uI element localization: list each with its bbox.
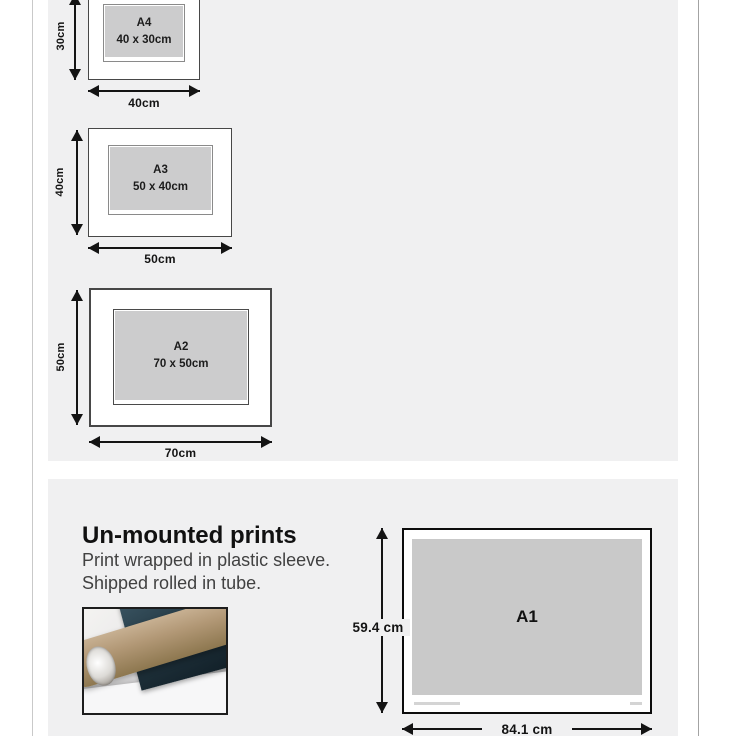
print-size-label: A1 <box>516 607 538 626</box>
height-dimension-label: 30cm <box>55 21 67 51</box>
print-diagram-a1 <box>402 528 652 714</box>
print-caption-right <box>630 702 642 705</box>
frame-diagram-a2 <box>89 288 272 427</box>
height-dimension-label: 50cm <box>55 342 67 372</box>
width-dimension-label: 40cm <box>128 96 160 110</box>
print-area <box>115 311 247 400</box>
mat-opening <box>108 145 213 215</box>
left-border-line <box>32 0 33 736</box>
height-arrow-icon <box>74 0 77 80</box>
width-arrow-icon <box>89 441 272 444</box>
height-arrow-icon <box>76 290 79 425</box>
width-dimension-label: 70cm <box>164 446 197 460</box>
frame-size-label: A4 40 x 30cm <box>116 16 172 46</box>
frame-size-label: A3 50 x 40cm <box>133 163 188 193</box>
print-area <box>412 539 642 695</box>
description-line: Print wrapped in plastic sleeve. <box>82 550 331 570</box>
right-border-line <box>698 0 699 736</box>
description-line: Shipped rolled in tube. <box>82 573 262 593</box>
print-area <box>110 147 211 210</box>
width-dimension-label: 50cm <box>144 252 176 266</box>
height-dimension-label: 40cm <box>54 167 66 197</box>
mat-opening <box>113 309 249 405</box>
frame-diagram-a4 <box>88 0 200 80</box>
section-title: Un-mounted prints <box>82 522 297 549</box>
mat-opening <box>103 4 185 62</box>
width-arrow-icon <box>88 247 232 250</box>
height-arrow-icon <box>76 130 79 235</box>
width-dimension-label: 84.1 cm <box>482 721 572 736</box>
rolled-print-photo <box>82 607 228 715</box>
frame-diagram-a3 <box>88 128 232 237</box>
print-area <box>105 6 183 57</box>
height-dimension-label: 59.4 cm <box>346 619 410 636</box>
frame-size-label: A2 70 x 50cm <box>153 340 209 370</box>
width-arrow-icon <box>88 90 200 93</box>
print-caption-left <box>414 702 460 705</box>
